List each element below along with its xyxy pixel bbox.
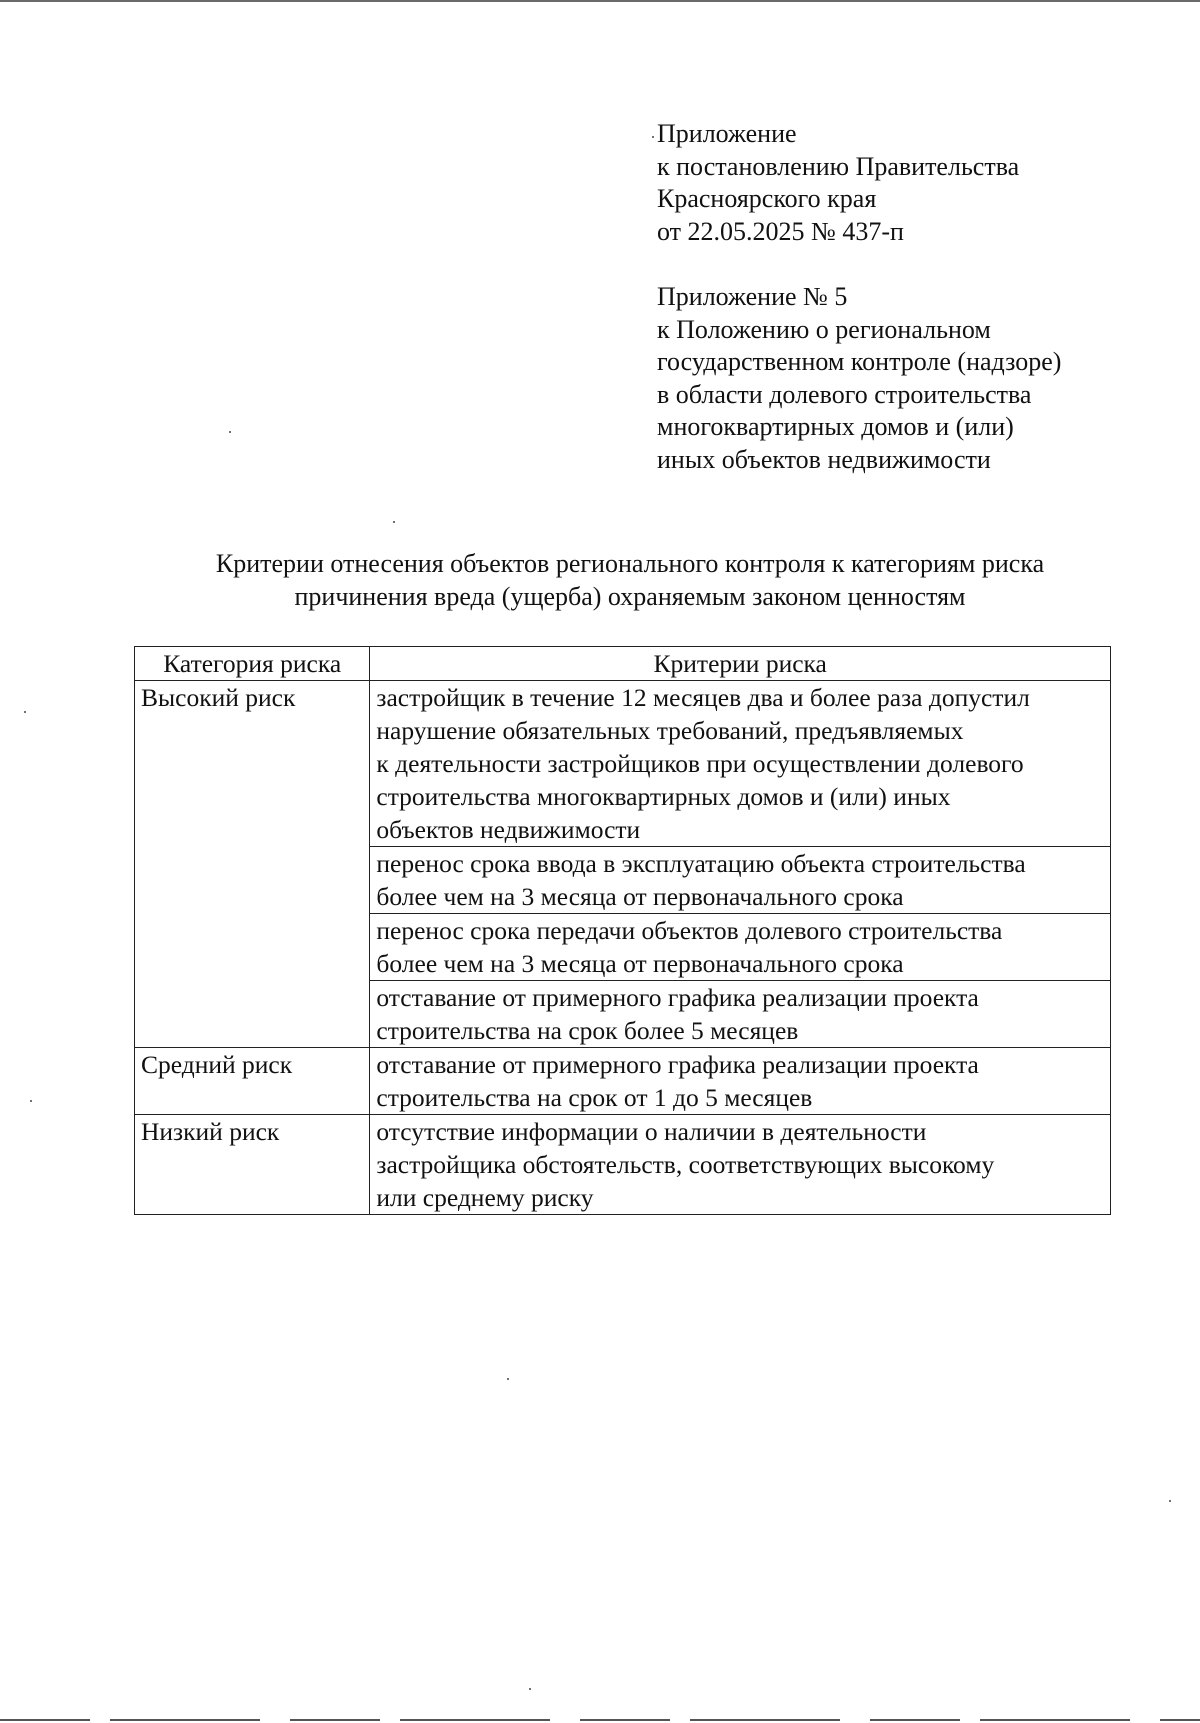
risk-category-high: Высокий риск [135,681,370,1048]
criterion-line: строительства на срок более 5 месяцев [376,1016,799,1045]
criterion-line: строительства многоквартирных домов и (или) иных [376,782,951,811]
annex-line: к постановлению Правительства [657,151,1020,181]
scan-speck [24,711,26,713]
annex-inner-line: иных объектов недвижимости [657,444,991,474]
criterion-line: строительства на срок от 1 до 5 месяцев [376,1083,813,1112]
criterion-line: отсутствие информации о наличии в деятельности [376,1117,927,1146]
scan-bottom-border [0,1719,1200,1721]
risk-criterion [370,1115,1111,1215]
risk-criteria-table [134,646,1111,1215]
annex-inner-line: к Положению о региональном [657,314,991,344]
scan-speck [507,1378,509,1380]
criterion-line: более чем на 3 месяца от первоначального срока [376,882,904,911]
annex-line: Приложение [657,119,797,148]
table-header-row [135,647,1111,681]
annex-inner-line: государственном контроле (надзоре) [657,347,1062,376]
risk-criterion [370,981,1111,1048]
risk-category-low: Низкий риск [135,1115,370,1215]
annex-inner-line: в области долевого строительства [657,379,1032,409]
scan-speck [393,521,395,523]
table-row [135,1115,1111,1215]
annex-inner-line: Приложение № 5 [657,282,848,311]
criterion-line: более чем на 3 месяца от первоначального срока [376,949,904,978]
scan-speck [1169,1500,1171,1502]
criterion-line: отставание от примерного графика реализации проекта [376,1050,979,1079]
annex-heading [657,118,1061,476]
scan-speck [529,1688,531,1690]
criterion-line: нарушение обязательных требований, предъявляемых [376,716,964,745]
criterion-line: объектов недвижимости [376,815,641,844]
header-risk-criteria: Критерии риска [370,647,1111,681]
title-line: Критерии отнесения объектов регионального контроля к категориям риска [215,549,1045,578]
criterion-line: перенос срока передачи объектов долевого строительства [376,916,1003,945]
risk-category-medium: Средний риск [135,1048,370,1115]
scan-speck [652,136,654,138]
criterion-line: к деятельности застройщиков при осуществлении долевого [376,749,1024,778]
title-line: причинения вреда (ущерба) охраняемым законом ценностям [294,582,966,611]
risk-criterion [370,847,1111,914]
table-row [135,1048,1111,1115]
header-risk-category: Категория риска [135,647,370,681]
annex-inner-line: многоквартирных домов и (или) [657,412,1014,441]
criterion-line: застройщик в течение 12 месяцев два и более раза допустил [376,683,1030,712]
risk-criterion [370,1048,1111,1115]
scan-speck [229,431,231,433]
scan-speck [30,1100,32,1102]
annex-date-number: от 22.05.2025 № 437-п [657,216,904,246]
criterion-line: застройщика обстоятельств, соответствующих высокому [376,1150,995,1179]
risk-criterion [370,681,1111,847]
criterion-line: перенос срока ввода в эксплуатацию объекта строительства [376,849,1026,878]
risk-criterion [370,914,1111,981]
scan-top-border [0,0,1200,2]
annex-line: Красноярского края [657,184,877,213]
criterion-line: или среднему риску [376,1183,594,1212]
table-row [135,681,1111,847]
criterion-line: отставание от примерного графика реализации проекта [376,983,979,1012]
document-title [130,547,1130,613]
